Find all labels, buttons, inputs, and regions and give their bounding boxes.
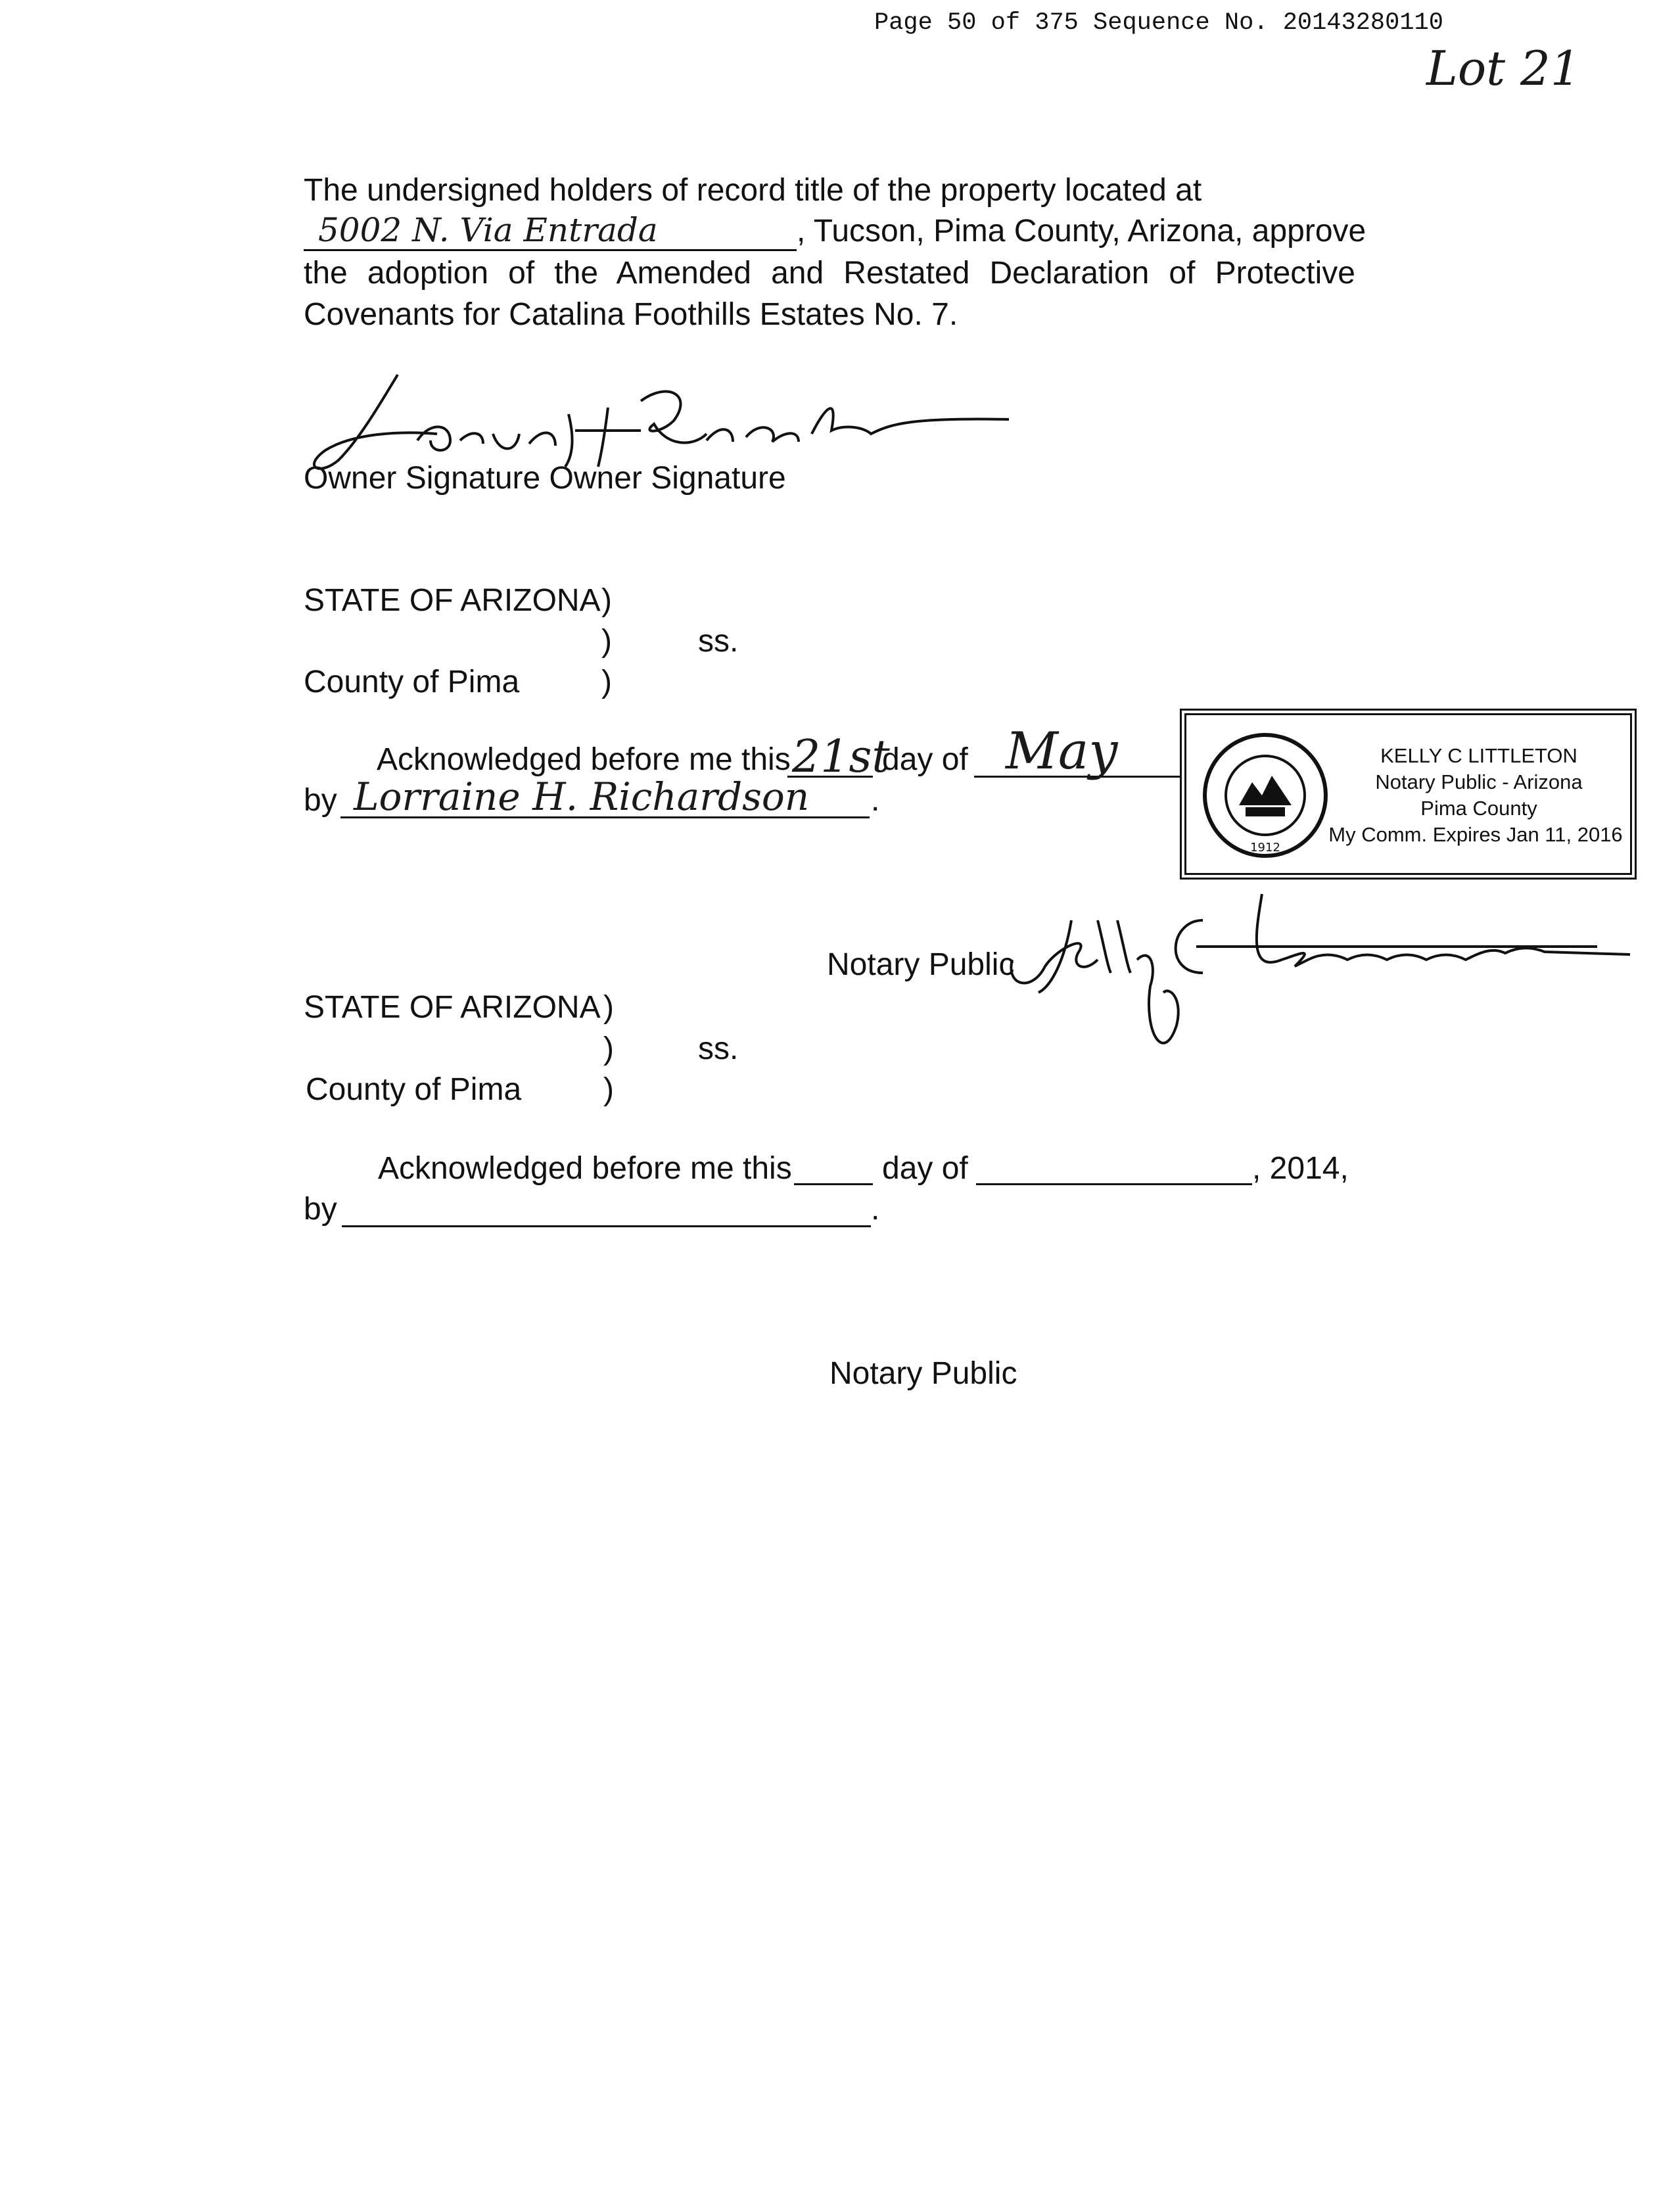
by-label-2: by [304, 1192, 337, 1227]
month-handwritten-1: May [1006, 722, 1118, 781]
paren-2a: ) [603, 990, 614, 1025]
notary-signature [1006, 881, 1637, 1078]
ack-prefix-1: Acknowledged before me this [377, 742, 791, 777]
notary-public-label-2: Notary Public [829, 1356, 1017, 1391]
approval-line-2-suffix: , Tucson, Pima County, Arizona, approve [797, 214, 1366, 248]
period-1: . [871, 783, 880, 818]
notary-public-label-1: Notary Public [827, 947, 1015, 982]
paren-1a: ) [601, 583, 612, 618]
name-blank-2 [342, 1225, 871, 1227]
day-of-label-2: day of [882, 1151, 968, 1186]
month-blank-2 [976, 1183, 1252, 1185]
approval-line-2 [304, 211, 1366, 252]
paren-2b: ) [603, 1031, 614, 1066]
period-2: . [871, 1192, 880, 1227]
svg-text:1912: 1912 [1250, 841, 1280, 855]
approval-line-4: Covenants for Catalina Foothills Estates No. 7. [304, 297, 958, 332]
ack-prefix-2: Acknowledged before me this [378, 1151, 792, 1186]
page-sequence-header: Page 50 of 375 Sequence No. 20143280110 [874, 9, 1443, 37]
county-label-2: County of Pima [306, 1072, 522, 1107]
day-of-label-1: day of [882, 742, 968, 777]
day-handwritten-1: 21st [792, 731, 890, 783]
notary-stamp [1180, 709, 1637, 880]
stamp-county: Pima County [1420, 797, 1537, 820]
by-label-1: by [304, 783, 337, 818]
approval-line-1: The undersigned holders of record title of the property located at [304, 173, 1202, 208]
state-label-1: STATE OF ARIZONA [304, 583, 601, 618]
state-label-2: STATE OF ARIZONA [304, 990, 601, 1025]
day-blank-2 [794, 1183, 873, 1185]
state-seal-icon [1200, 730, 1331, 861]
year-label-2: , 2014, [1252, 1151, 1349, 1186]
stamp-expires: My Comm. Expires Jan 11, 2016 [1328, 823, 1623, 846]
county-label-1: County of Pima [304, 665, 520, 699]
property-address-handwritten: 5002 N. Via Entrada [304, 211, 797, 251]
stamp-title: Notary Public - Arizona [1375, 770, 1583, 793]
approval-line-3: the adoption of the Amended and Restated Declaration of Protective [304, 256, 1355, 291]
stamp-name: KELLY C LITTLETON [1380, 744, 1577, 767]
lot-handwritten-note: Lot 21 [1426, 41, 1581, 96]
paren-1b: ) [601, 624, 612, 659]
owner-signature-label: Owner Signature Owner Signature [304, 461, 786, 496]
paren-1c: ) [601, 665, 612, 699]
paren-2c: ) [603, 1072, 614, 1107]
name-handwritten-1: Lorraine H. Richardson [354, 774, 810, 819]
ss-label-1: ss. [698, 624, 739, 659]
ss-label-2: ss. [698, 1031, 739, 1066]
